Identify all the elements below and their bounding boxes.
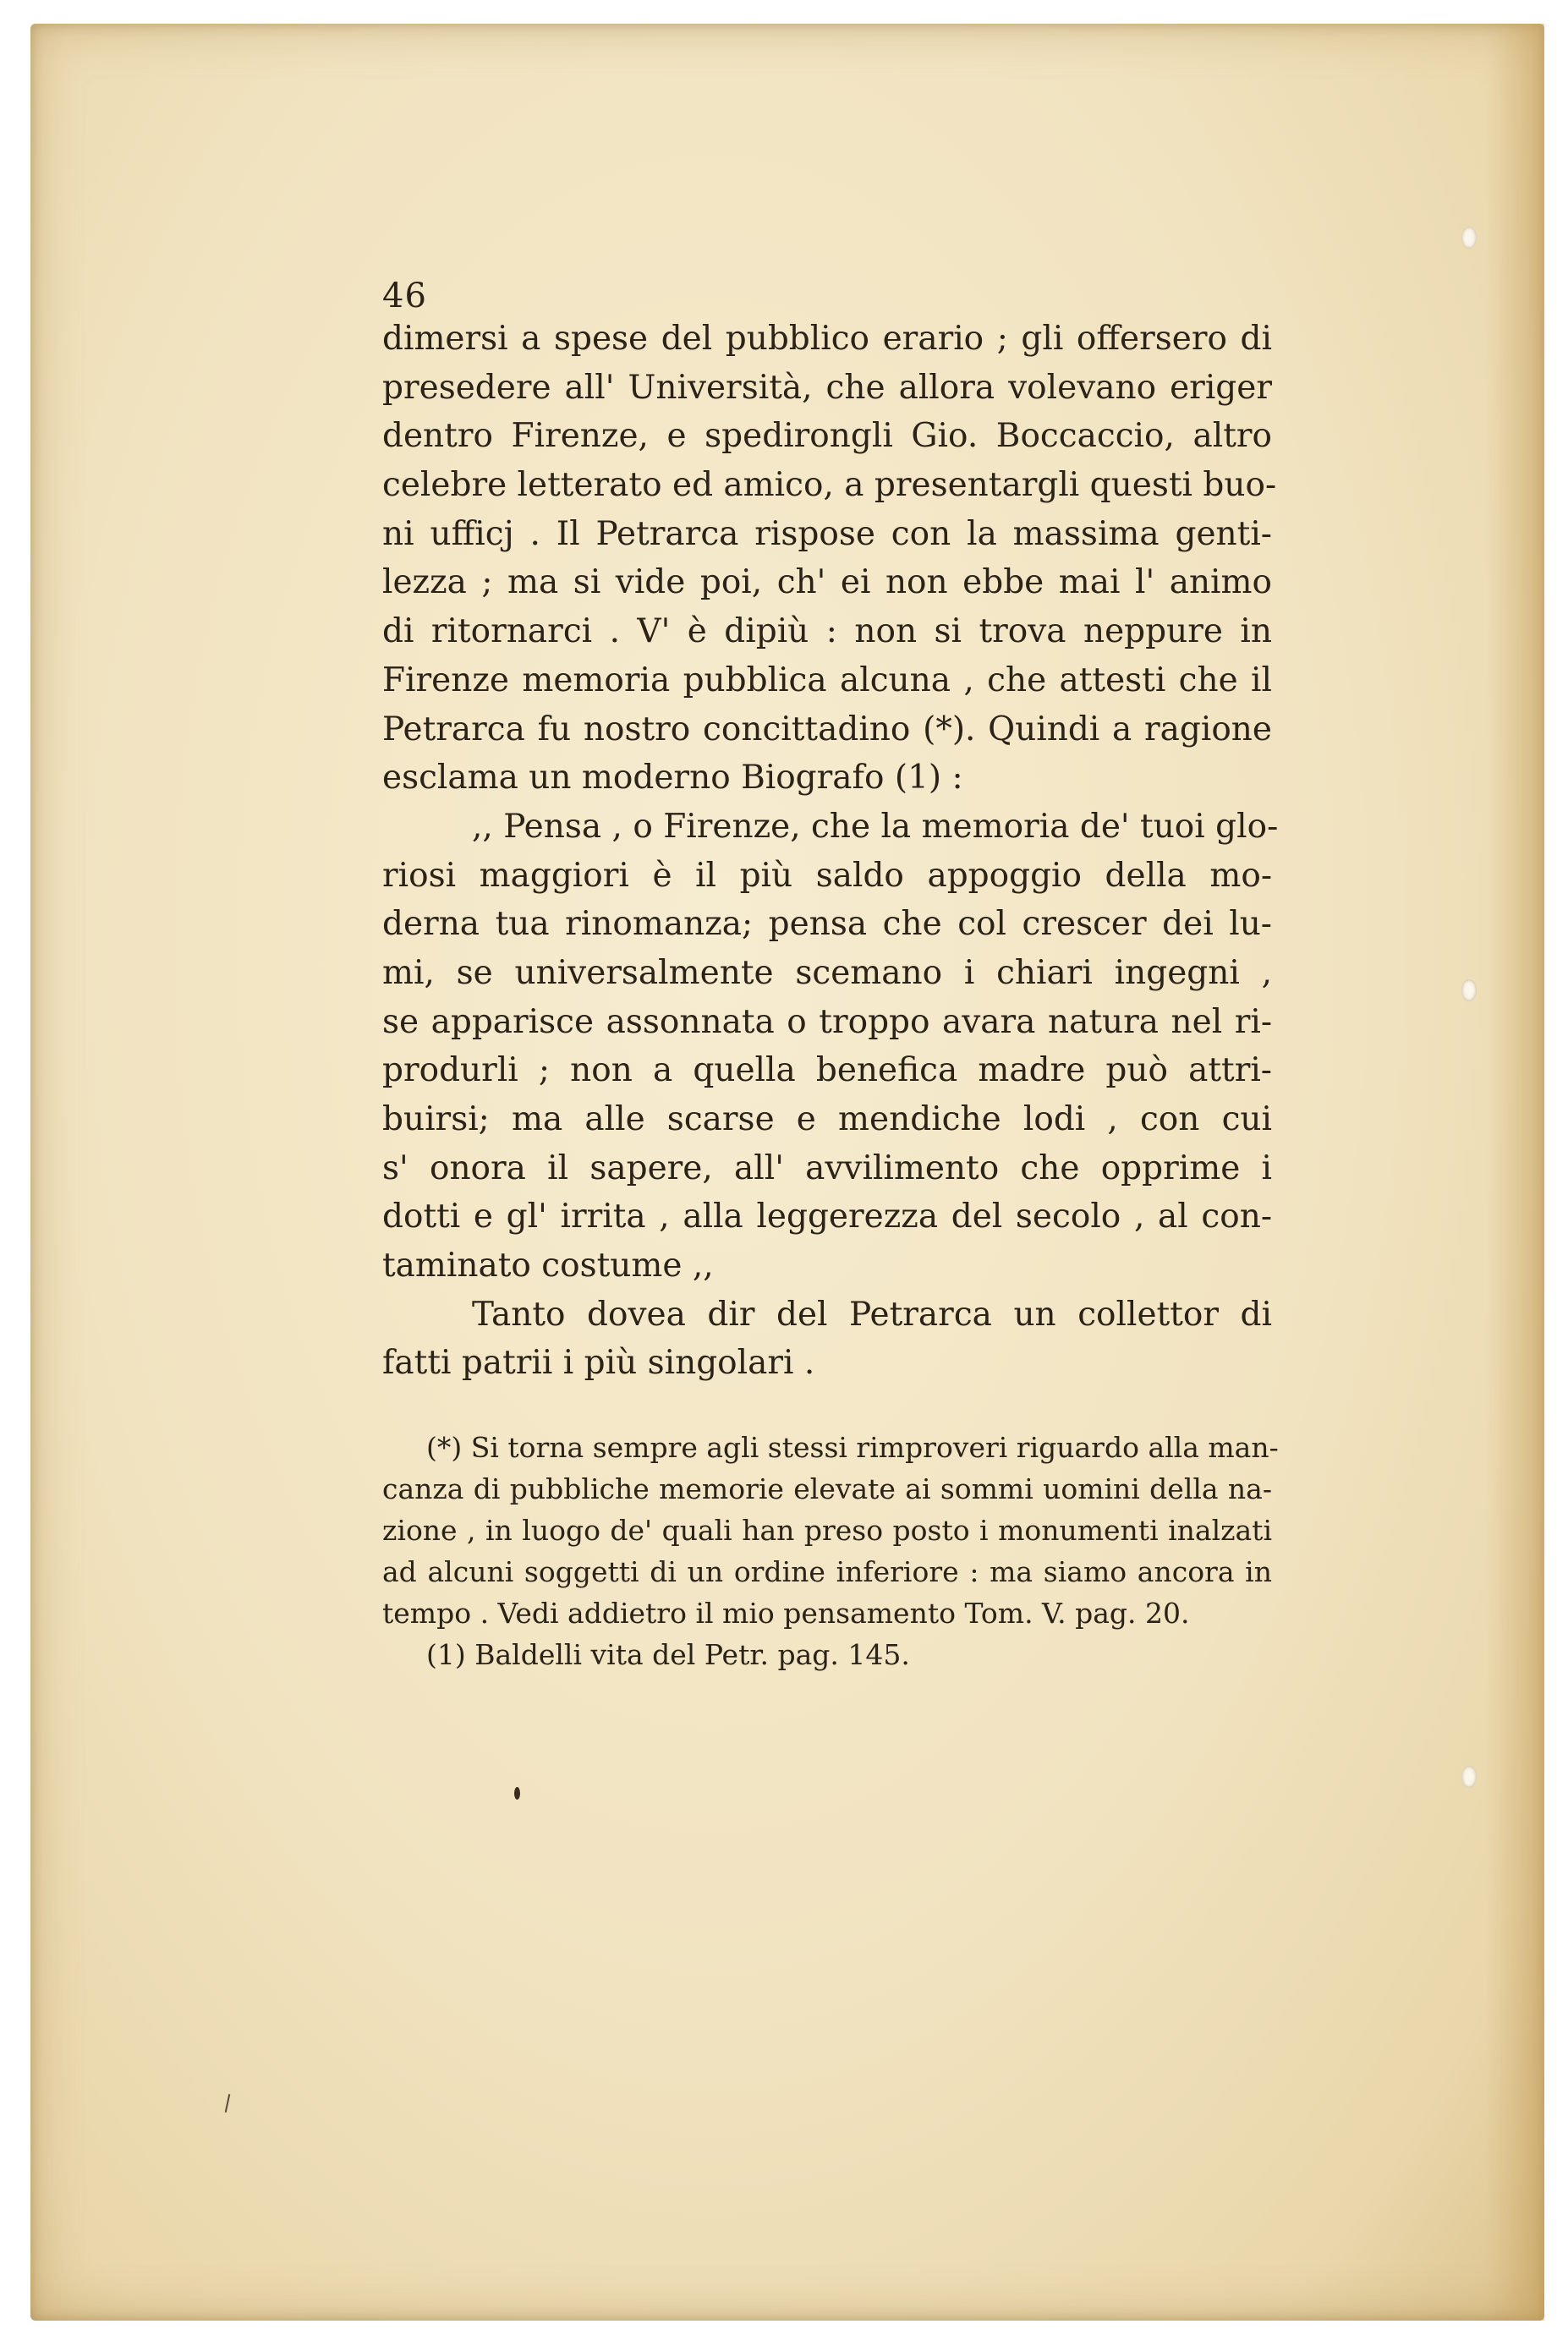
footnote-line: ad alcuni soggetti di un ordine inferiore : ma siamo ancora in [382, 1555, 1272, 1589]
text-line: buirsi; ma alle scarse e mendiche lodi , con cui [382, 1100, 1272, 1138]
text-line: ,, Pensa , o Firenze, che la memoria de' tuoi glo- [472, 807, 1279, 846]
text-line: esclama un moderno Biografo (1) : [382, 759, 963, 798]
footnote-line: zione , in luogo de' quali han preso posto i monumenti inalzati [382, 1514, 1272, 1548]
footnote-line: canza di pubbliche memorie elevate ai sommi uomini della na- [382, 1472, 1272, 1506]
text-line: s' onora il sapere, all' avvilimento che opprime i [382, 1148, 1272, 1187]
text-line: ni ufficj . Il Petrarca rispose con la massima genti- [382, 514, 1272, 553]
footnote-line: (*) Si torna sempre agli stessi rimproveri riguardo alla man- [426, 1431, 1279, 1465]
text-line: presedere all' Università, che allora volevano eriger [382, 368, 1272, 407]
text-line: riosi maggiori è il più saldo appoggio della mo- [382, 856, 1272, 895]
binding-hole [1461, 227, 1477, 249]
footnote-line: tempo . Vedi addietro il mio pensamento Tom. V. pag. 20. [382, 1597, 1190, 1631]
main-paragraph [382, 315, 1277, 803]
text-line: celebre letterato ed amico, a presentargli questi buo- [382, 466, 1277, 505]
text-line: derna tua rinomanza; pensa che col crescer dei lu- [382, 905, 1272, 944]
binding-hole [1461, 979, 1477, 1001]
text-line: mi, se universalmente scemano i chiari ingegni , [382, 953, 1272, 992]
text-line: Tanto dovea dir del Petrarca un collettor di [472, 1295, 1272, 1334]
text-line: dentro Firenze, e spedirongli Gio. Boccaccio, altro [382, 417, 1272, 456]
quotation-paragraph [382, 803, 1279, 1291]
text-line: Petrarca fu nostro concittadino (*). Quindi a ragione [382, 710, 1272, 748]
text-line: produrli ; non a quella benefica madre può attri- [382, 1051, 1272, 1090]
text-line: dotti e gl' irrita , alla leggerezza del secolo , al con- [382, 1198, 1272, 1236]
footnotes [382, 1427, 1279, 1675]
page-number: 46 [382, 277, 427, 315]
ink-spot [514, 1787, 520, 1800]
text-line: taminato costume ,, [382, 1247, 714, 1285]
footnote-line: (1) Baldelli vita del Petr. pag. 145. [426, 1638, 910, 1672]
text-line: lezza ; ma si vide poi, ch' ei non ebbe mai l' animo [382, 563, 1272, 602]
closing-paragraph [382, 1291, 1272, 1388]
text-line: Firenze memoria pubblica alcuna , che attesti che il [382, 660, 1272, 699]
text-line: dimersi a spese del pubblico erario ; gli offersero di [382, 320, 1272, 358]
text-line: se apparisce assonnata o troppo avara natura nel ri- [382, 1002, 1272, 1041]
binding-hole [1461, 1766, 1477, 1788]
text-line: di ritornarci . V' è dipiù : non si trova neppure in [382, 612, 1272, 651]
text-block [382, 277, 1279, 1675]
text-line: fatti patrii i più singolari . [382, 1344, 815, 1383]
